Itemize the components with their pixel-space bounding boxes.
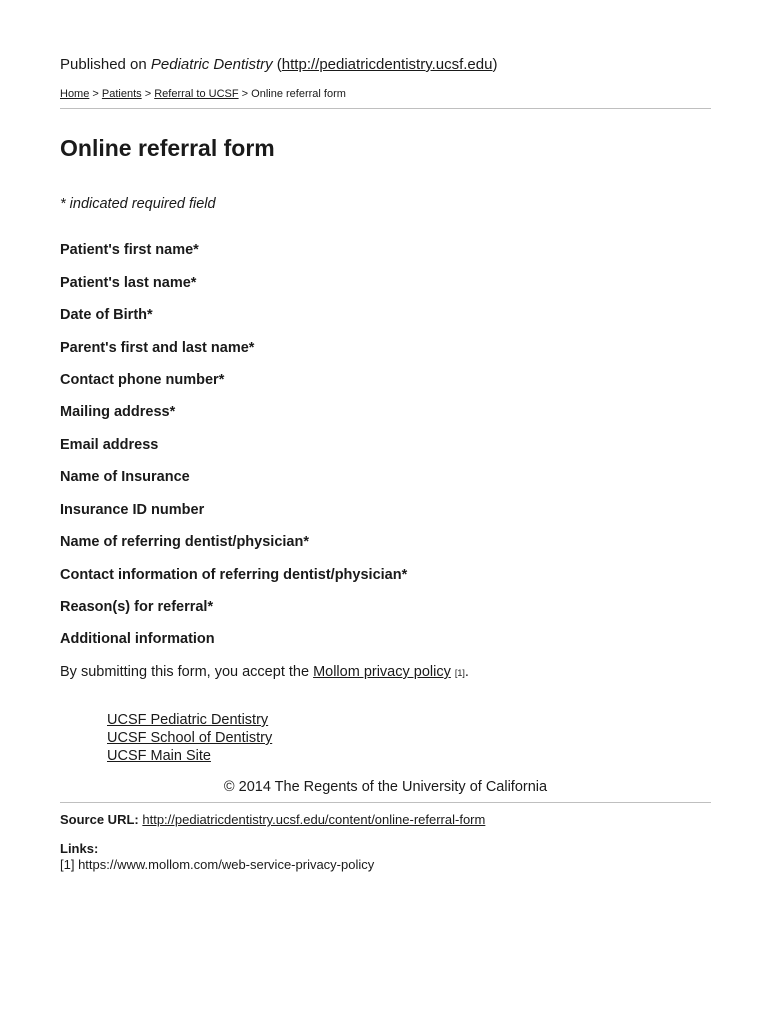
field-label-insurance-name: Name of Insurance [60, 469, 190, 485]
field-label-referring-contact: Contact information of referring dentist/physician* [60, 567, 408, 583]
footer-divider [60, 802, 711, 803]
breadcrumb-current: Online referral form [251, 88, 346, 100]
footer-link-pediatric-dentistry[interactable]: UCSF Pediatric Dentistry [107, 712, 269, 728]
footer-links [107, 711, 272, 765]
site-name: Pediatric Dentistry [150, 56, 273, 73]
field-label-first-name: Patient's first name* [60, 242, 199, 258]
breadcrumb-separator: > [144, 88, 152, 100]
field-label-referral-reason: Reason(s) for referral* [60, 599, 214, 615]
breadcrumb-patients[interactable]: Patients [101, 88, 142, 100]
breadcrumb-separator: > [241, 88, 249, 100]
field-label-contact-phone: Contact phone number* [60, 372, 225, 388]
field-label-mailing-address: Mailing address* [60, 404, 176, 420]
source-url-line [60, 812, 485, 827]
links-item-mollom: [1] https://www.mollom.com/web-service-privacy-policy [60, 857, 375, 872]
header-divider [60, 108, 711, 109]
consent-prefix: By submitting this form, you accept the [60, 664, 310, 680]
consent-end: . [464, 664, 469, 680]
source-url-label: Source URL: [60, 812, 139, 827]
open-paren: ( [272, 56, 282, 73]
published-on-line [60, 56, 497, 73]
consent-ref: [1] [454, 668, 465, 678]
copyright: © 2014 The Regents of the University of California [223, 779, 548, 795]
breadcrumb-referral[interactable]: Referral to UCSF [154, 88, 239, 100]
breadcrumb [60, 88, 346, 100]
site-url-link[interactable]: http://pediatricdentistry.ucsf.edu [281, 56, 493, 73]
required-note: * indicated required field [60, 196, 216, 212]
published-prefix: Published on [60, 56, 147, 73]
footer-link-school-of-dentistry[interactable]: UCSF School of Dentistry [107, 730, 273, 746]
breadcrumb-home[interactable]: Home [60, 88, 90, 100]
page-title: Online referral form [60, 135, 275, 161]
field-label-insurance-id: Insurance ID number [60, 502, 205, 518]
close-paren: ) [492, 56, 498, 73]
links-heading: Links: [60, 841, 99, 856]
field-label-last-name: Patient's last name* [60, 275, 197, 291]
field-label-additional-info: Additional information [60, 631, 215, 647]
field-label-referring-dentist: Name of referring dentist/physician* [60, 534, 309, 550]
field-label-parent-name: Parent's first and last name* [60, 340, 255, 356]
footer-link-main-site[interactable]: UCSF Main Site [107, 748, 211, 764]
consent-text [60, 664, 469, 680]
privacy-policy-link[interactable]: Mollom privacy policy [313, 664, 451, 680]
source-url-link[interactable]: http://pediatricdentistry.ucsf.edu/content/online-referral-form [142, 812, 486, 827]
breadcrumb-separator: > [92, 88, 99, 100]
field-label-date-of-birth: Date of Birth* [60, 307, 153, 323]
field-label-email: Email address [60, 437, 159, 453]
